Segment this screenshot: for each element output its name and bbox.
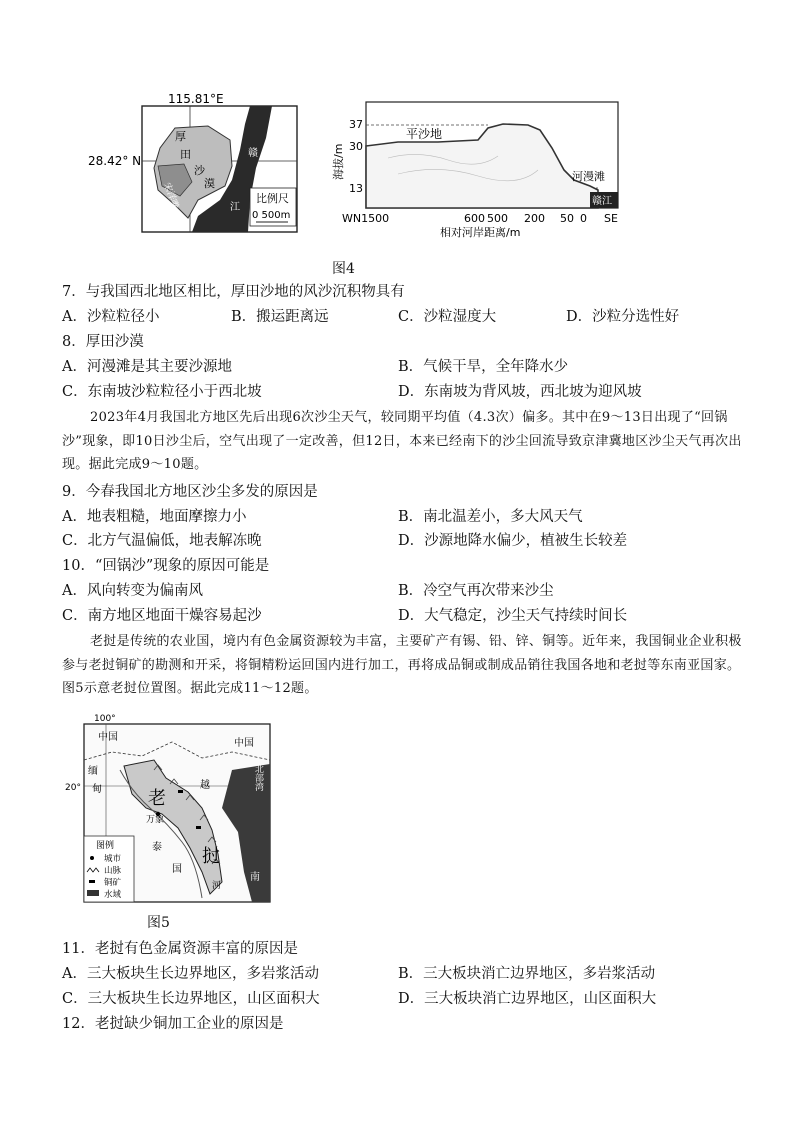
fig5-label-wo: 挝 bbox=[202, 846, 220, 867]
q11-option-c: C．三大板块生长边界地区，山区面积大 bbox=[62, 991, 320, 1007]
fig5-label-china1: 中国 bbox=[98, 732, 118, 743]
map-label-sha: 沙 bbox=[194, 164, 205, 177]
q8-option-b: B．气候干旱，全年降水少 bbox=[398, 359, 569, 375]
fig5-legend-mountain: 山脉 bbox=[104, 866, 122, 876]
latitude-label: 28.42° N bbox=[88, 154, 142, 168]
x-tick-600: 600 bbox=[464, 212, 485, 225]
fig5-legend-city: 城市 bbox=[104, 854, 122, 864]
figure5-caption: 图5 bbox=[147, 915, 170, 931]
profile-label-ganjiang: 赣江 bbox=[592, 196, 612, 207]
q11-option-a: A．三大板块生长边界地区，多岩浆活动 bbox=[62, 966, 319, 982]
x-tick-500: 500 bbox=[487, 212, 508, 225]
q10-option-c: C．南方地区地面干燥容易起沙 bbox=[62, 608, 262, 624]
figure4-profile bbox=[328, 98, 628, 243]
y-tick-13: 13 bbox=[349, 182, 363, 195]
q10-option-d: D．大气稳定，沙尘天气持续时间长 bbox=[398, 608, 628, 624]
q10-stem: 10．“回锅沙”现象的原因可能是 bbox=[62, 558, 270, 574]
fig5-label-wanxiang: 万象 bbox=[146, 815, 165, 825]
fig5-label-nan: 南 bbox=[250, 872, 260, 883]
x-tick-200: 200 bbox=[524, 212, 545, 225]
x-tick-0: 0 bbox=[580, 212, 587, 225]
profile-label-pingsha: 平沙地 bbox=[406, 127, 443, 141]
q7-option-b: B．搬运距离远 bbox=[231, 309, 329, 325]
q9-option-c: C．北方气温偏低，地表解冻晚 bbox=[62, 533, 262, 549]
q8-option-c: C．东南坡沙粒粒径小于西北坡 bbox=[62, 384, 262, 400]
q10-option-b: B．冷空气再次带来沙尘 bbox=[398, 583, 554, 599]
fig5-legend-copper: 铜矿 bbox=[104, 878, 122, 888]
q7-option-d: D．沙粒分选性好 bbox=[566, 309, 680, 325]
fig5-label-mian: 缅 bbox=[88, 766, 98, 777]
fig5-label-guo: 国 bbox=[172, 864, 182, 875]
q9-option-a: A．地表粗糙，地面摩擦力小 bbox=[62, 509, 247, 525]
profile-y-axis-label: 海拔/m bbox=[332, 143, 345, 180]
x-tick-se: SE bbox=[604, 212, 618, 225]
x-tick-wn1500: WN1500 bbox=[342, 212, 390, 225]
q8-stem: 8．厚田沙漠 bbox=[62, 334, 144, 350]
map-label-gan: 赣 bbox=[248, 148, 258, 159]
y-tick-30: 30 bbox=[349, 140, 363, 153]
scale-title: 比例尺 bbox=[256, 192, 289, 205]
map-label-tian: 田 bbox=[180, 148, 191, 161]
passage-laos: 老挝是传统的农业国，境内有色金属资源较为丰富，主要矿产有锡、铅、锌、铜等。近年来，我国铜业企业积极参与老挝铜矿的勘测和开采，将铜精粉运回国内进行加工，再将成品铜或制成品销往我国各地和老挝等东南亚国家。图5示意老挝位置图。据此完成11～12题。 bbox=[62, 634, 742, 696]
q11-option-d: D．三大板块消亡边界地区，山区面积大 bbox=[398, 991, 657, 1007]
x-tick-50: 50 bbox=[560, 212, 574, 225]
map-label-songbai: 宋洋嘴 bbox=[161, 181, 180, 211]
map-label-jiang: 江 bbox=[230, 202, 240, 213]
profile-label-hemantan: 河漫滩 bbox=[572, 170, 605, 183]
fig5-legend-water: 水域 bbox=[104, 890, 122, 900]
scale-value: 0 500m bbox=[252, 210, 291, 221]
q9-option-b: B．南北温差小，多大风天气 bbox=[398, 509, 583, 525]
fig5-label-china2: 中国 bbox=[234, 738, 254, 749]
map-label-hou: 厚 bbox=[175, 130, 186, 143]
map-label-mo: 漠 bbox=[204, 177, 215, 190]
q7-option-a: A．沙粒粒径小 bbox=[62, 309, 160, 325]
q12-stem: 12．老挝缺少铜加工企业的原因是 bbox=[62, 1016, 284, 1032]
fig5-label-dian: 甸 bbox=[92, 784, 102, 795]
fig5-label-lao: 老 bbox=[148, 788, 166, 809]
profile-x-axis-label: 相对河岸距离/m bbox=[440, 226, 521, 239]
q10-option-a: A．风向转变为偏南风 bbox=[62, 583, 203, 599]
fig5-label-yue: 越 bbox=[200, 780, 210, 791]
fig5-lat-label: 20° bbox=[65, 783, 81, 793]
fig5-label-tai: 泰 bbox=[152, 842, 162, 853]
q7-option-c: C．沙粒湿度大 bbox=[398, 309, 497, 325]
fig5-label-he: 河 bbox=[212, 881, 222, 891]
q11-stem: 11．老挝有色金属资源丰富的原因是 bbox=[62, 941, 298, 957]
figure5-map bbox=[62, 712, 282, 912]
longitude-label: 115.81°E bbox=[168, 92, 224, 106]
figure4-map bbox=[80, 88, 310, 238]
fig5-label-beibu: 北部湾 bbox=[253, 764, 263, 791]
figure4-caption: 图4 bbox=[332, 261, 355, 277]
fig5-legend-title: 图例 bbox=[96, 841, 115, 851]
q7-stem: 7．与我国西北地区相比，厚田沙地的风沙沉积物具有 bbox=[62, 284, 405, 300]
q9-option-d: D．沙源地降水偏少，植被生长较差 bbox=[398, 533, 628, 549]
fig5-lon-label: 100° bbox=[94, 714, 116, 724]
q8-option-d: D．东南坡为背风坡，西北坡为迎风坡 bbox=[398, 384, 642, 400]
q9-stem: 9．今春我国北方地区沙尘多发的原因是 bbox=[62, 484, 318, 500]
y-tick-37: 37 bbox=[349, 118, 363, 131]
q8-option-a: A．河漫滩是其主要沙源地 bbox=[62, 359, 232, 375]
q11-option-b: B．三大板块消亡边界地区，多岩浆活动 bbox=[398, 966, 656, 982]
passage-sandstorm: 2023年4月我国北方地区先后出现6次沙尘天气，较同期平均值（4.3次）偏多。其中在9～13日出现了“回锅沙”现象，即10日沙尘后，空气出现了一定改善，但12日，本来已经南下的沙尘回流导致京津冀地区沙尘天气再次出现。据此完成9～10题。 bbox=[62, 410, 742, 472]
